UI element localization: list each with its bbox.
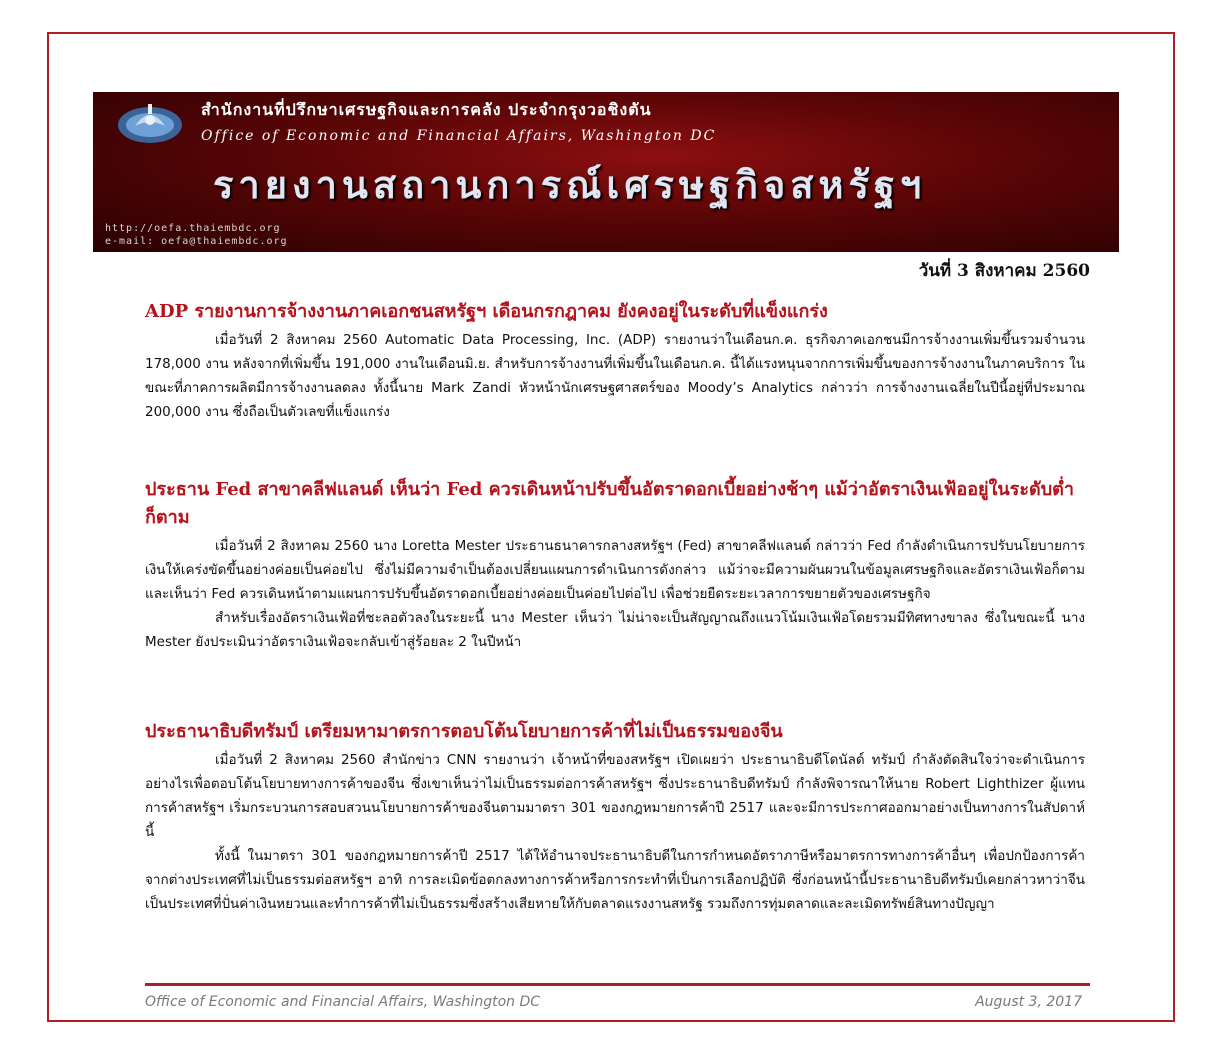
article-paragraph: เมื่อวันที่ 2 สิงหาคม 2560 สำนักข่าว CNN รายงานว่า เจ้าหน้าที่ของสหรัฐฯ เปิดเผยว่า ประธานาธิบดีโดนัลด์ ทรัมป์ กำลังตัดสินใจว่าจะดำเนินการอย่างไรเพื่อตอบโต้นโยบายทางการค้าของจีน ซึ่งเขาเห็นว่าไม่เป็นธรรมต่อการค้าสหรัฐฯ ซึ่งประธานาธิบดีทรัมป์ กำลังพิจารณาให้นาย Robert Lighthizer ผู้แทนการค้าสหรัฐฯ เริ่มกระบวนการสอบสวนนโยบายการค้าของจีนตามมาตรา 301 ของกฎหมายการค้าปี 2517 และจะมีการประกาศออกมาอย่างเป็นทางการในสัปดาห์นี้ [145,752,1085,840]
article-paragraph: สำหรับเรื่องอัตราเงินเฟ้อที่ชะลอตัวลงในระยะนี้ นาง Mester เห็นว่า ไม่น่าจะเป็นสัญญาณถึงแนวโน้มเงินเฟ้อโดยรวมมีทิศทางขาลง ซึ่งในขณะนี้ นาง Mester ยังประเมินว่าอัตราเงินเฟ้อจะกลับเข้าสู่ร้อยละ 2 ในปีหน้า [145,610,1085,650]
footer-date: August 3, 2017 [975,994,1082,1010]
footer-divider [145,983,1090,986]
report-title: รายงานสถานการณ์เศรษฐกิจสหรัฐฯ [213,162,927,207]
org-name-english: Office of Economic and Financial Affairs, Washington DC [201,128,717,144]
email-link[interactable]: e-mail: oefa@thaiembdc.org [105,236,288,247]
article-trump-china-trade [145,718,1085,916]
article-paragraph: เมื่อวันที่ 2 สิงหาคม 2560 Automatic Data Processing, Inc. (ADP) รายงานว่าในเดือนก.ค. ธุรกิจภาคเอกชนมีการจ้างงานเพิ่มขึ้นรวมจำนวน 178,000 งาน หลังจากที่เพิ่มขึ้น 191,000 งานในเดือนมิ.ย. สำหรับการจ้างงานที่เพิ่มขึ้นในเดือนก.ค. นี้ได้แรงหนุนจากการเพิ่มขึ้นของการจ้างงานในภาคบริการ ในขณะที่ภาคการผลิตมีการจ้างงานลดลง ทั้งนี้นาย Mark Zandi หัวหน้านักเศรษฐศาสตร์ของ Moody’s Analytics กล่าวว่า การจ้างงานเฉลี่ยในปีนี้อยู่ที่ประมาณ 200,000 งาน ซึ่งถือเป็นตัวเลขที่แข็งแกร่ง [145,332,1085,420]
contact-info [105,222,288,248]
article-fed-cleveland [145,476,1085,654]
report-date: วันที่ 3 สิงหาคม 2560 [918,261,1090,281]
thai-emblem-seal-icon [115,100,185,146]
article-headline: ประธาน Fed สาขาคลีฟแลนด์ เห็นว่า Fed ควรเดินหน้าปรับขึ้นอัตราดอกเบี้ยอย่างช้าๆ แม้ว่าอัตราเงินเฟ้ออยู่ในระดับต่ำก็ตาม [145,479,1074,528]
footer-office-name: Office of Economic and Financial Affairs, Washington DC [145,994,541,1010]
article-headline: ADP รายงานการจ้างงานภาคเอกชนสหรัฐฯ เดือนกรกฎาคม ยังคงอยู่ในระดับที่แข็งแกร่ง [145,301,828,322]
website-link[interactable]: http://oefa.thaiembdc.org [105,223,281,234]
article-headline: ประธานาธิบดีทรัมป์ เตรียมหามาตรการตอบโต้นโยบายการค้าที่ไม่เป็นธรรมของจีน [145,721,783,742]
org-name-thai: สำนักงานที่ปรึกษาเศรษฐกิจและการคลัง ประจำกรุงวอชิงตัน [201,100,652,119]
article-adp [145,298,1085,424]
report-banner [93,92,1119,252]
article-paragraph: ทั้งนี้ ในมาตรา 301 ของกฎหมายการค้าปี 2517 ได้ให้อำนาจประธานาธิบดีในการกำหนดอัตราภาษีหรือมาตรการทางการค้าอื่นๆ เพื่อปกป้องการค้าจากต่างประเทศที่ไม่เป็นธรรมต่อสหรัฐฯ อาทิ การละเมิดข้อตกลงทางการค้าหรือการกระทำที่เป็นการเลือกปฏิบัติ ซึ่งก่อนหน้านี้ประธานาธิบดีทรัมป์เคยกล่าวหาว่าจีนเป็นประเทศที่ปั่นค่าเงินหยวนและทำการค้าที่ไม่เป็นธรรมซึ่งสร้างเสียหายให้กับตลาดแรงงานสหรัฐ รวมถึงการทุ่มตลาดและละเมิดทรัพย์สินทางปัญญา [145,848,1085,912]
article-paragraph: เมื่อวันที่ 2 สิงหาคม 2560 นาง Loretta Mester ประธานธนาคารกลางสหรัฐฯ (Fed) สาขาคลีฟแลนด์ กล่าวว่า Fed กำลังดำเนินการปรับนโยบายการเงินให้เคร่งขัดขึ้นอย่างค่อยเป็นค่อยไป ซึ่งไม่มีความจำเป็นต้องเปลี่ยนแผนการดำเนินการดังกล่าว แม้ว่าจะมีความผันผวนในข้อมูลเศรษฐกิจและอัตราเงินเฟ้อก็ตาม และเห็นว่า Fed ควรเดินหน้าตามแผนการปรับขึ้นอัตราดอกเบี้ยอย่างค่อยเป็นค่อยไปต่อไป เพื่อช่วยยืดระยะเวลาการขยายตัวของเศรษฐกิจ [145,538,1085,602]
